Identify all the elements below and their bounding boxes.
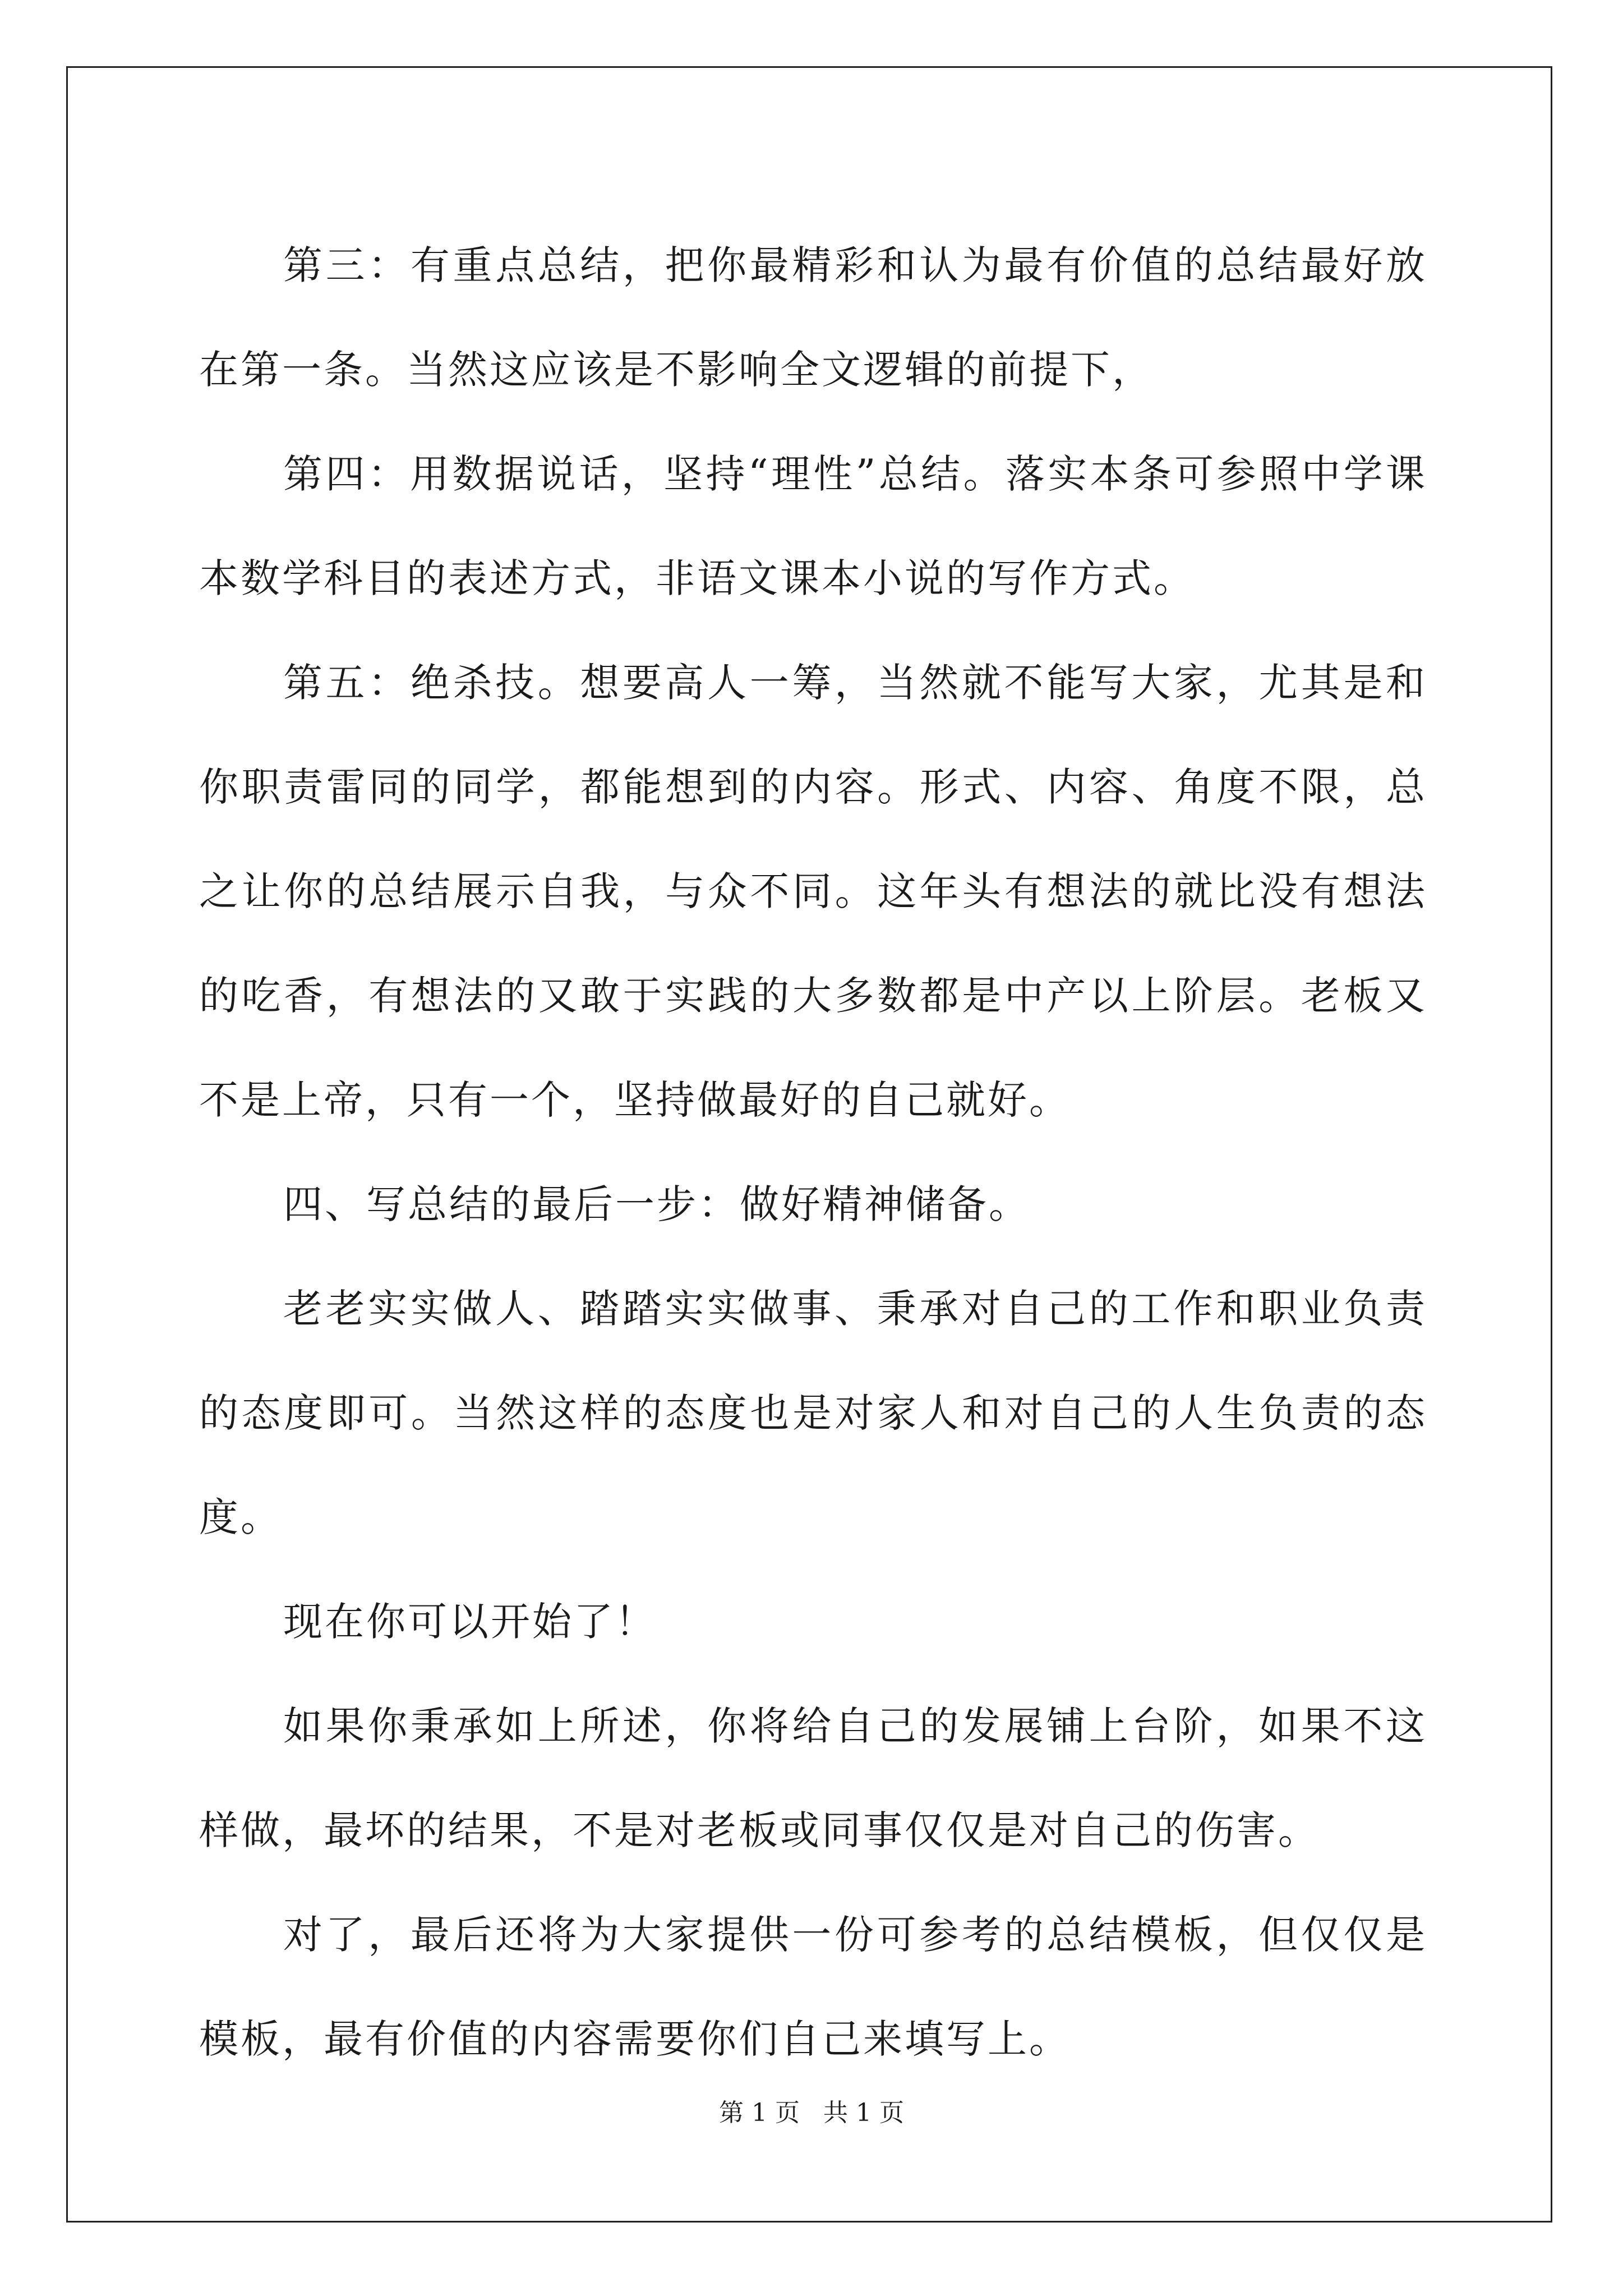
paragraph-consequence: 如果你秉承如上所述，你将给自己的发展铺上台阶，如果不这样做，最坏的结果，不是对老板或同事仅仅是对自己的伤害。	[199, 1703, 1427, 1853]
paragraph-template: 对了，最后还将为大家提供一份可参考的总结模板，但仅仅是模板，最有价值的内容需要你们自己来填写上。	[199, 1912, 1427, 2062]
paragraph-4: 第四：用数据说话，坚持“理性”总结。落实本条可参照中学课本数学科目的表述方式，非语文课本小说的写作方式。	[199, 451, 1427, 601]
document-body	[199, 213, 1427, 2091]
section-heading-4: 四、写总结的最后一步：做好精神储备。	[283, 1181, 1030, 1227]
page-number: 第 1 页	[719, 2099, 800, 2127]
paragraph-start: 现在你可以开始了！	[283, 1599, 657, 1645]
paragraph-3: 第三：有重点总结，把你最精彩和认为最有价值的总结最好放在第一条。当然这应该是不影响全文逻辑的前提下，	[199, 242, 1427, 393]
paragraph-mindset: 老老实实做人、踏踏实实做事、秉承对自己的工作和职业负责的态度即可。当然这样的态度也是对家人和对自己的人生负责的态度。	[199, 1286, 1427, 1540]
paragraph-5: 第五：绝杀技。想要高人一筹，当然就不能写大家，尤其是和你职责雷同的同学，都能想到的内容。形式、内容、角度不限，总之让你的总结展示自我，与众不同。这年头有想法的就比没有想法的吃香，有想法的又敢于实践的大多数都是中产以上阶层。老板又不是上帝，只有一个，坚持做最好的自己就好。	[199, 660, 1427, 1123]
page-footer	[0, 2092, 1623, 2128]
page-total: 共 1 页	[823, 2099, 904, 2127]
footer-spacer	[800, 2099, 823, 2127]
